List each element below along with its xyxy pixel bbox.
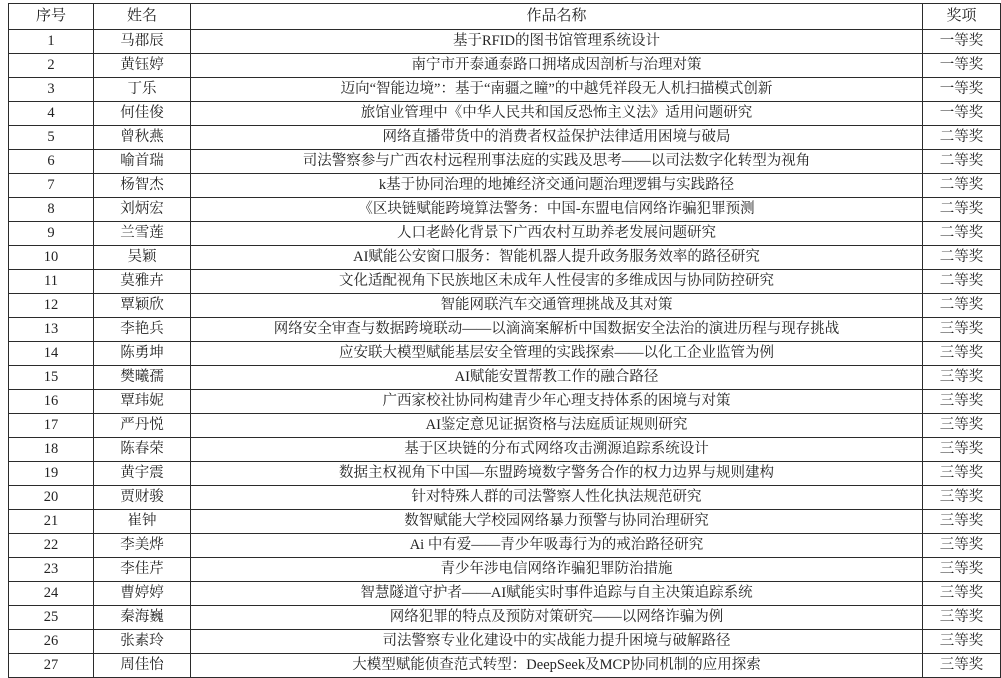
cell-work-title: k基于协同治理的地摊经济交通问题治理逻辑与实践路径	[191, 174, 923, 198]
table-row	[9, 78, 1001, 102]
cell-serial-number: 16	[9, 390, 94, 414]
cell-work-title: 网络安全审查与数据跨境联动——以滴滴案解析中国数据安全法治的演进历程与现存挑战	[191, 318, 923, 342]
table-row	[9, 222, 1001, 246]
cell-work-title: 数智赋能大学校园网络暴力预警与协同治理研究	[191, 510, 923, 534]
cell-award: 二等奖	[923, 246, 1001, 270]
cell-name: 马郡辰	[94, 30, 191, 54]
cell-work-title: AI鉴定意见证据资格与法庭质证规则研究	[191, 414, 923, 438]
cell-name: 何佳俊	[94, 102, 191, 126]
cell-serial-number: 22	[9, 534, 94, 558]
cell-serial-number: 4	[9, 102, 94, 126]
table-row	[9, 606, 1001, 630]
table-row	[9, 246, 1001, 270]
cell-award: 三等奖	[923, 462, 1001, 486]
cell-name: 兰雪莲	[94, 222, 191, 246]
cell-award: 二等奖	[923, 294, 1001, 318]
cell-award: 三等奖	[923, 606, 1001, 630]
cell-work-title: 司法警察参与广西农村远程刑事法庭的实践及思考——以司法数字化转型为视角	[191, 150, 923, 174]
table-row	[9, 654, 1001, 678]
table-row	[9, 510, 1001, 534]
cell-serial-number: 18	[9, 438, 94, 462]
cell-award: 二等奖	[923, 126, 1001, 150]
cell-award: 三等奖	[923, 486, 1001, 510]
cell-serial-number: 9	[9, 222, 94, 246]
cell-work-title: AI赋能安置帮教工作的融合路径	[191, 366, 923, 390]
cell-name: 周佳怡	[94, 654, 191, 678]
cell-name: 黄钰婷	[94, 54, 191, 78]
cell-name: 樊曦孺	[94, 366, 191, 390]
cell-name: 刘炳宏	[94, 198, 191, 222]
cell-work-title: 司法警察专业化建设中的实战能力提升困境与破解路径	[191, 630, 923, 654]
cell-work-title: Ai 中有爱——青少年吸毒行为的戒治路径研究	[191, 534, 923, 558]
table-row	[9, 126, 1001, 150]
cell-work-title: 青少年涉电信网络诈骗犯罪防治措施	[191, 558, 923, 582]
table-row	[9, 486, 1001, 510]
cell-work-title: 南宁市开泰通泰路口拥堵成因剖析与治理对策	[191, 54, 923, 78]
table-row	[9, 390, 1001, 414]
cell-award: 三等奖	[923, 510, 1001, 534]
cell-name: 李佳芹	[94, 558, 191, 582]
cell-serial-number: 14	[9, 342, 94, 366]
cell-name: 覃颖欣	[94, 294, 191, 318]
table-row	[9, 438, 1001, 462]
cell-award: 三等奖	[923, 630, 1001, 654]
cell-award: 三等奖	[923, 654, 1001, 678]
table-row	[9, 366, 1001, 390]
cell-award: 二等奖	[923, 222, 1001, 246]
cell-work-title: 文化适配视角下民族地区未成年人性侵害的多维成因与协同防控研究	[191, 270, 923, 294]
header-serial-number: 序号	[9, 4, 94, 30]
cell-name: 崔钟	[94, 510, 191, 534]
table-row	[9, 150, 1001, 174]
cell-award: 二等奖	[923, 198, 1001, 222]
cell-name: 黄宇震	[94, 462, 191, 486]
table-row	[9, 102, 1001, 126]
cell-award: 三等奖	[923, 582, 1001, 606]
cell-award: 二等奖	[923, 174, 1001, 198]
cell-name: 吴颖	[94, 246, 191, 270]
cell-name: 曾秋燕	[94, 126, 191, 150]
cell-award: 三等奖	[923, 534, 1001, 558]
table-row	[9, 318, 1001, 342]
cell-work-title: 广西家校社协同构建青少年心理支持体系的困境与对策	[191, 390, 923, 414]
table-row	[9, 174, 1001, 198]
table-row	[9, 294, 1001, 318]
cell-name: 杨智杰	[94, 174, 191, 198]
cell-serial-number: 1	[9, 30, 94, 54]
cell-serial-number: 8	[9, 198, 94, 222]
cell-award: 三等奖	[923, 438, 1001, 462]
cell-work-title: 数据主权视角下中国—东盟跨境数字警务合作的权力边界与规则建构	[191, 462, 923, 486]
table-row	[9, 198, 1001, 222]
cell-award: 三等奖	[923, 366, 1001, 390]
cell-award: 三等奖	[923, 414, 1001, 438]
table-row	[9, 30, 1001, 54]
cell-work-title: 人口老龄化背景下广西农村互助养老发展问题研究	[191, 222, 923, 246]
cell-name: 喻首瑞	[94, 150, 191, 174]
table-row	[9, 462, 1001, 486]
cell-work-title: AI赋能公安窗口服务：智能机器人提升政务服务效率的路径研究	[191, 246, 923, 270]
cell-award: 三等奖	[923, 390, 1001, 414]
cell-award: 三等奖	[923, 558, 1001, 582]
header-name: 姓名	[94, 4, 191, 30]
cell-work-title: 基于区块链的分布式网络攻击溯源追踪系统设计	[191, 438, 923, 462]
cell-serial-number: 24	[9, 582, 94, 606]
cell-name: 李艳兵	[94, 318, 191, 342]
table-row	[9, 630, 1001, 654]
cell-work-title: 迈向“智能边境”：基于“南疆之瞳”的中越凭祥段无人机扫描模式创新	[191, 78, 923, 102]
cell-serial-number: 12	[9, 294, 94, 318]
cell-work-title: 应安联大模型赋能基层安全管理的实践探索——以化工企业监管为例	[191, 342, 923, 366]
cell-work-title: 大模型赋能侦查范式转型：DeepSeek及MCP协同机制的应用探索	[191, 654, 923, 678]
cell-serial-number: 20	[9, 486, 94, 510]
cell-name: 贾财骏	[94, 486, 191, 510]
table-row	[9, 54, 1001, 78]
awards-table	[8, 3, 1001, 678]
cell-work-title: 旅馆业管理中《中华人民共和国反恐怖主义法》适用问题研究	[191, 102, 923, 126]
cell-serial-number: 25	[9, 606, 94, 630]
cell-award: 一等奖	[923, 54, 1001, 78]
table-row	[9, 534, 1001, 558]
cell-award: 一等奖	[923, 30, 1001, 54]
cell-name: 陈春荣	[94, 438, 191, 462]
cell-name: 莫雅卉	[94, 270, 191, 294]
header-row	[9, 4, 1001, 30]
table-row	[9, 582, 1001, 606]
cell-serial-number: 2	[9, 54, 94, 78]
cell-name: 丁乐	[94, 78, 191, 102]
cell-serial-number: 19	[9, 462, 94, 486]
cell-award: 一等奖	[923, 102, 1001, 126]
cell-work-title: 针对特殊人群的司法警察人性化执法规范研究	[191, 486, 923, 510]
cell-serial-number: 11	[9, 270, 94, 294]
cell-work-title: 《区块链赋能跨境算法警务：中国-东盟电信网络诈骗犯罪预测	[191, 198, 923, 222]
cell-serial-number: 10	[9, 246, 94, 270]
cell-serial-number: 27	[9, 654, 94, 678]
cell-work-title: 网络犯罪的特点及预防对策研究——以网络诈骗为例	[191, 606, 923, 630]
cell-name: 严丹悦	[94, 414, 191, 438]
cell-serial-number: 5	[9, 126, 94, 150]
cell-work-title: 智能网联汽车交通管理挑战及其对策	[191, 294, 923, 318]
cell-name: 张素玲	[94, 630, 191, 654]
cell-name: 陈勇坤	[94, 342, 191, 366]
cell-work-title: 基于RFID的图书馆管理系统设计	[191, 30, 923, 54]
table-row	[9, 270, 1001, 294]
cell-serial-number: 23	[9, 558, 94, 582]
cell-serial-number: 21	[9, 510, 94, 534]
cell-serial-number: 7	[9, 174, 94, 198]
cell-award: 三等奖	[923, 342, 1001, 366]
cell-award: 一等奖	[923, 78, 1001, 102]
cell-award: 二等奖	[923, 270, 1001, 294]
cell-serial-number: 15	[9, 366, 94, 390]
cell-name: 覃玮妮	[94, 390, 191, 414]
cell-work-title: 智慧隧道守护者——AI赋能实时事件追踪与自主决策追踪系统	[191, 582, 923, 606]
cell-name: 秦海巍	[94, 606, 191, 630]
cell-work-title: 网络直播带货中的消费者权益保护法律适用困境与破局	[191, 126, 923, 150]
cell-serial-number: 3	[9, 78, 94, 102]
cell-award: 二等奖	[923, 150, 1001, 174]
cell-name: 李美烨	[94, 534, 191, 558]
cell-serial-number: 26	[9, 630, 94, 654]
cell-serial-number: 6	[9, 150, 94, 174]
cell-serial-number: 13	[9, 318, 94, 342]
cell-name: 曹婷婷	[94, 582, 191, 606]
cell-serial-number: 17	[9, 414, 94, 438]
cell-award: 三等奖	[923, 318, 1001, 342]
header-award: 奖项	[923, 4, 1001, 30]
header-work-title: 作品名称	[191, 4, 923, 30]
table-row	[9, 558, 1001, 582]
table-row	[9, 342, 1001, 366]
table-row	[9, 414, 1001, 438]
